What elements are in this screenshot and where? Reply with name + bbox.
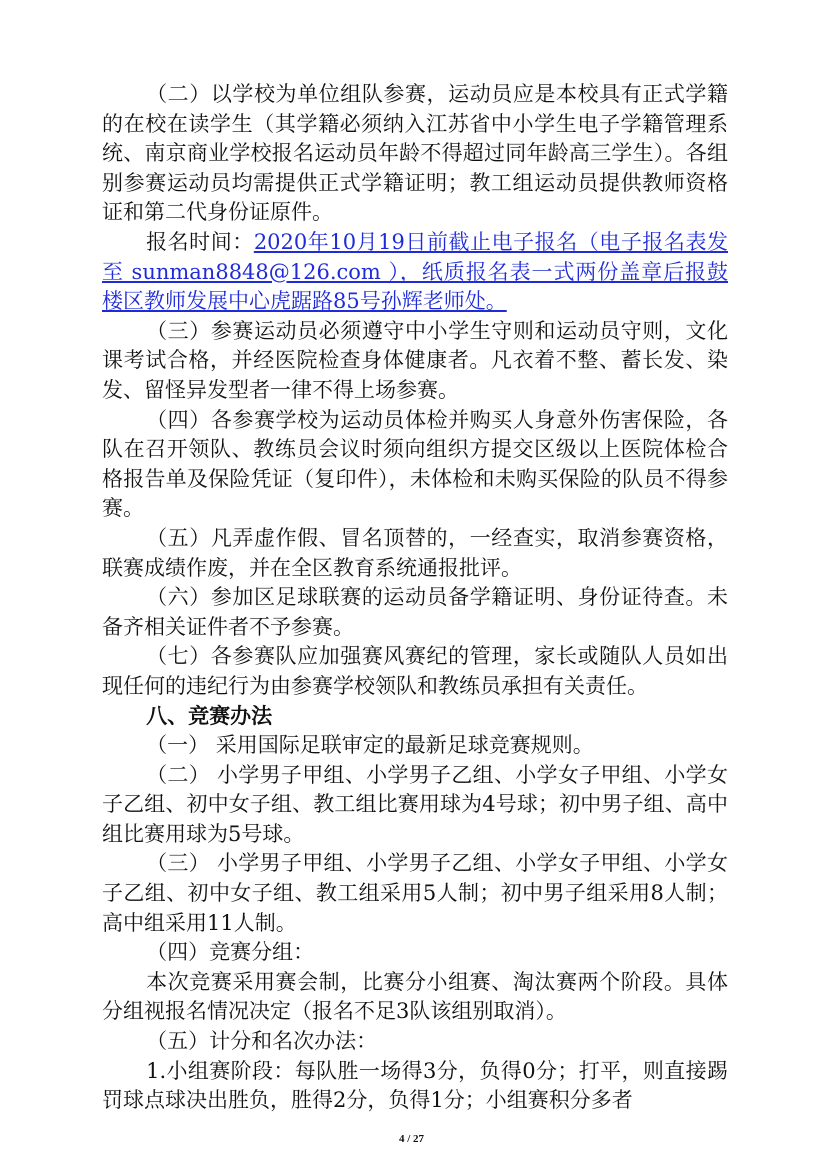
registration-label: 报名时间： [146,229,254,254]
paragraph-competition-5-1: 1.小组赛阶段：每队胜一场得3分，负得0分；打平，则直接踢罚球点球决出胜负，胜得2分，负得1分；小组赛积分多者 [102,1058,728,1113]
document-body [102,80,728,1116]
paragraph-rules-7: （七）各参赛队应加强赛风赛纪的管理，家长或随队人员如出现任何的违纪行为由参赛学校领队和教练员承担有关责任。 [102,644,728,698]
paragraph-competition-3: （三） 小学男子甲组、小学男子乙组、小学女子甲组、小学女子乙组、初中女子组、教工组采用5人制；初中男子组采用8人制；高中组采用11人制。 [102,851,728,935]
paragraph-competition-5: （五）计分和名次办法： [146,1029,378,1053]
paragraph-competition-4-body: 本次竞赛采用赛会制，比赛分小组赛、淘汰赛两个阶段。具体分组视报名情况决定（报名不足3队该组别取消）。 [102,969,728,1024]
section-heading-competition: 八、竞赛办法 [146,703,273,729]
paragraph-competition-2: （二） 小学男子甲组、小学男子乙组、小学女子甲组、小学女子乙组、初中女子组、教工组比赛用球为4号球；初中男子组、高中组比赛用球为5号球。 [102,762,728,846]
paragraph-eligibility: （二）以学校为单位组队参赛，运动员应是本校具有正式学籍的在校在读学生（其学籍必须纳入江苏省中小学生电子学籍管理系统、南京商业学校报名运动员年龄不得超过同年龄高三学生）。各组别参赛运动员均需提供正式学籍证明；教工组运动员提供教师资格证和第二代身份证原件。 [102,82,728,225]
page-number: 4 / 27 [398,1133,425,1145]
paragraph-rules-6: （六）参加区足球联赛的运动员备学籍证明、身份证待查。未备齐相关证件者不予参赛。 [102,585,728,639]
paragraph-competition-4: （四）竞赛分组： [146,940,315,965]
paragraph-rules-3: （三）参赛运动员必须遵守中小学生守则和运动员守则，文化课考试合格，并经医院检查身体健康者。凡衣着不整、蓄长发、染发、留怪异发型者一律不得上场参赛。 [102,318,728,402]
paragraph-registration [102,228,728,317]
paragraph-rules-5: （五）凡弄虚作假、冒名顶替的，一经查实，取消参赛资格，联赛成绩作废，并在全区教育系统通报批评。 [102,525,728,580]
paragraph-rules-4: （四）各参赛学校为运动员体检并购买人身意外伤害保险，各队在召开领队、教练员会议时须向组织方提交区级以上医院体检合格报告单及保险凭证（复印件），未体检和未购买保险的队员不得参赛。 [102,407,728,521]
registration-link[interactable]: 2020年10月19日前截止电子报名（电子报名表发至 sunman8848@126.com ），纸质报名表一式两份盖章后报鼓楼区教师发展中心虎踞路85号孙辉老师处。 [102,229,729,314]
paragraph-competition-1: （一） 采用国际足联审定的最新足球竞赛规则。 [146,733,594,758]
